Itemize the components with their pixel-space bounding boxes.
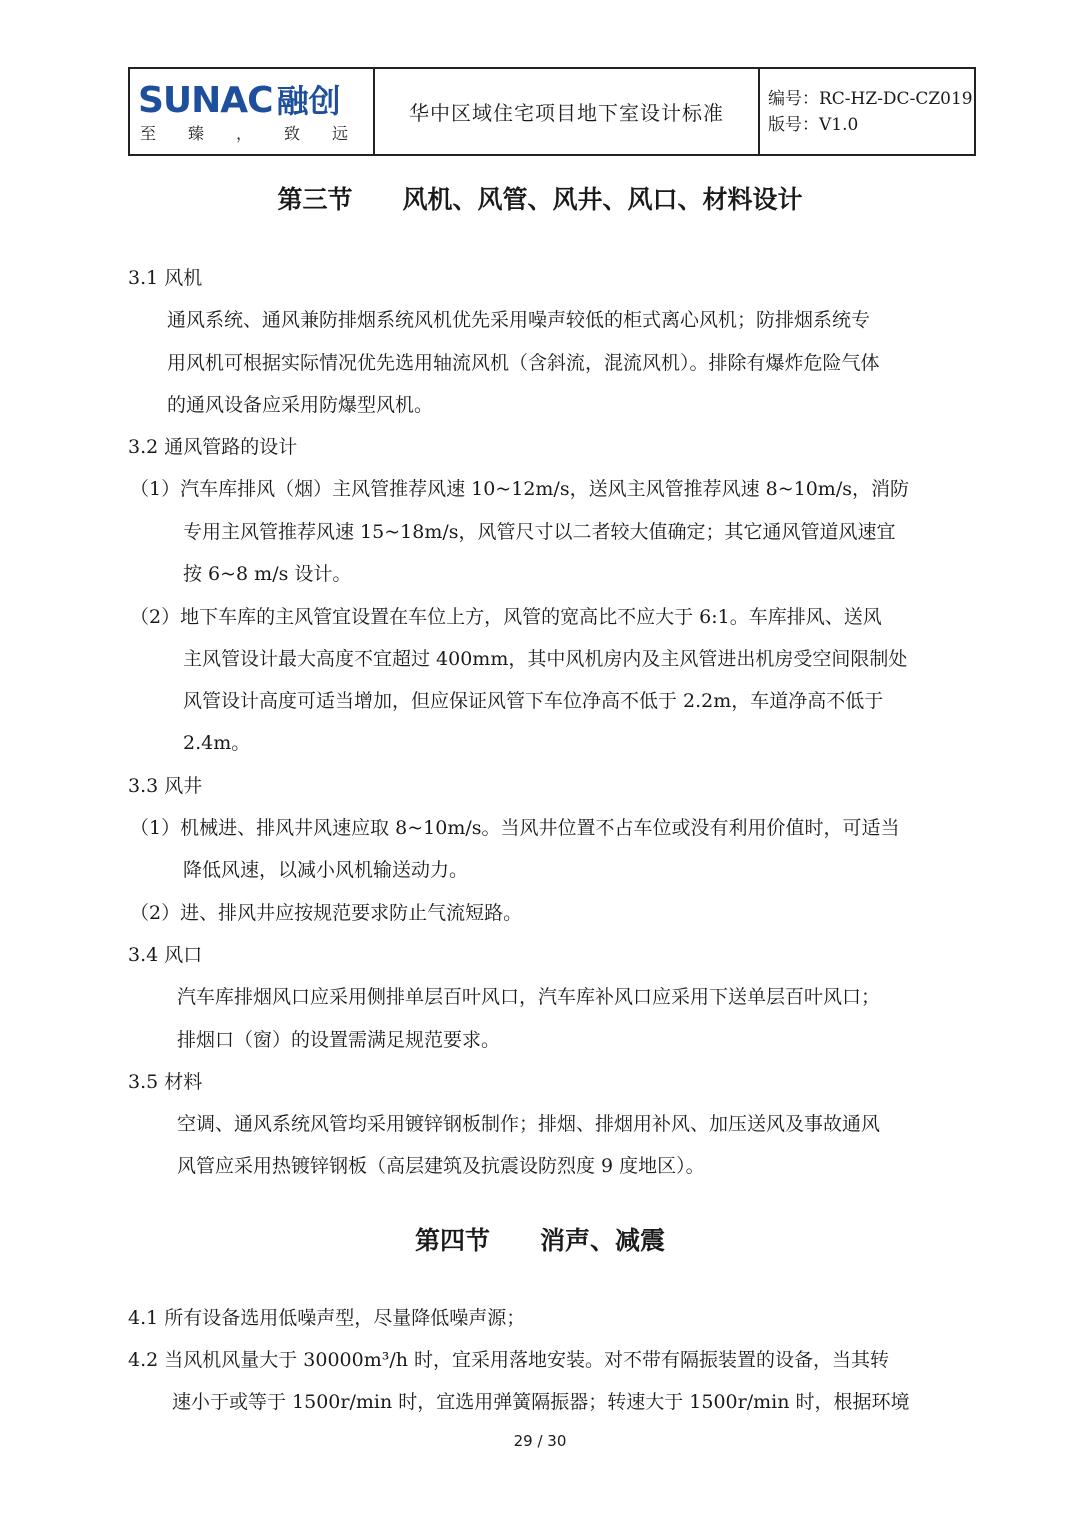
document-version: 版号：V1.0 [768, 114, 859, 135]
slogan-char: 远 [331, 124, 348, 143]
paragraph-line: 风管应采用热镀锌钢板（高层建筑及抗震设防烈度 9 度地区）。 [177, 1155, 705, 1177]
section-4-title: 第四节 消声、减震 [414, 1226, 665, 1255]
brand-logo [138, 80, 341, 121]
paragraph-line: 按 6~8 m/s 设计。 [183, 563, 352, 585]
brand-latin: SUNAC [138, 80, 273, 121]
paragraph-line: 2.4m。 [183, 732, 251, 754]
heading-3-1: 3.1 风机 [128, 267, 203, 289]
document-code-cell [760, 69, 974, 154]
paragraph-line: 通风系统、通风兼防排烟系统风机优先采用噪声较低的柜式离心风机；防排烟系统专 [167, 309, 871, 331]
paragraph-line: （1）机械进、排风井风速应取 8~10m/s。当风井位置不占车位或没有利用价值时，可适当 [130, 817, 900, 839]
paragraph-line: （2）地下车库的主风管宜设置在车位上方，风管的宽高比不应大于 6:1。车库排风、送风 [130, 606, 882, 628]
paragraph-line: 主风管设计最大高度不宜超过 400mm，其中风机房内及主风管进出机房受空间限制处 [183, 648, 908, 670]
paragraph-line: 专用主风管推荐风速 15~18m/s，风管尺寸以二者较大值确定；其它通风管道风速宜 [183, 521, 896, 543]
paragraph-line: （1）汽车库排风（烟）主风管推荐风速 10~12m/s，送风主风管推荐风速 8~10m/s，消防 [130, 478, 909, 500]
paragraph-line: 汽车库排烟风口应采用侧排单层百叶风口，汽车库补风口应采用下送单层百叶风口； [177, 986, 881, 1008]
paragraph-line: 降低风速，以减小风机输送动力。 [183, 859, 469, 881]
document-header [128, 67, 976, 156]
paragraph-line: 排烟口（窗）的设置需满足规范要求。 [177, 1029, 501, 1051]
paragraph-line: 速小于或等于 1500r/min 时，宜选用弹簧隔振器；转速大于 1500r/min 时，根据环境 [172, 1391, 910, 1413]
slogan-char: 致 [283, 124, 300, 143]
heading-3-2: 3.2 通风管路的设计 [128, 436, 298, 458]
document-title: 华中区域住宅项目地下室设计标准 [375, 69, 760, 154]
paragraph-line: （2）进、排风井应按规范要求防止气流短路。 [130, 902, 523, 924]
section-3-title: 第三节 风机、风管、风井、风口、材料设计 [277, 185, 803, 214]
slogan-char: ， [235, 124, 252, 143]
brand-slogan [140, 121, 348, 144]
logo-cell [130, 69, 375, 154]
heading-3-4: 3.4 风口 [128, 944, 203, 966]
paragraph-line: 的通风设备应采用防爆型风机。 [167, 394, 434, 416]
page-number: 29 / 30 [513, 1432, 567, 1450]
heading-3-3: 3.3 风井 [128, 775, 203, 797]
brand-cn: 融创 [276, 82, 341, 120]
slogan-char: 臻 [187, 124, 204, 143]
heading-3-5: 3.5 材料 [128, 1071, 203, 1093]
slogan-char: 至 [140, 124, 157, 143]
paragraph-line: 4.2 当风机风量大于 30000m³/h 时，宜采用落地安装。对不带有隔振装置的设备，当其转 [128, 1349, 890, 1371]
paragraph-line: 用风机可根据实际情况优先选用轴流风机（含斜流，混流风机）。排除有爆炸危险气体 [167, 352, 880, 374]
paragraph-4-1: 4.1 所有设备选用低噪声型，尽量降低噪声源； [128, 1307, 526, 1329]
paragraph-line: 风管设计高度可适当增加，但应保证风管下车位净高不低于 2.2m，车道净高不低于 [183, 690, 884, 712]
document-code: 编号：RC-HZ-DC-CZ019 [768, 88, 973, 109]
paragraph-line: 空调、通风系统风管均采用镀锌钢板制作；排烟、排烟用补风、加压送风及事故通风 [177, 1113, 881, 1135]
